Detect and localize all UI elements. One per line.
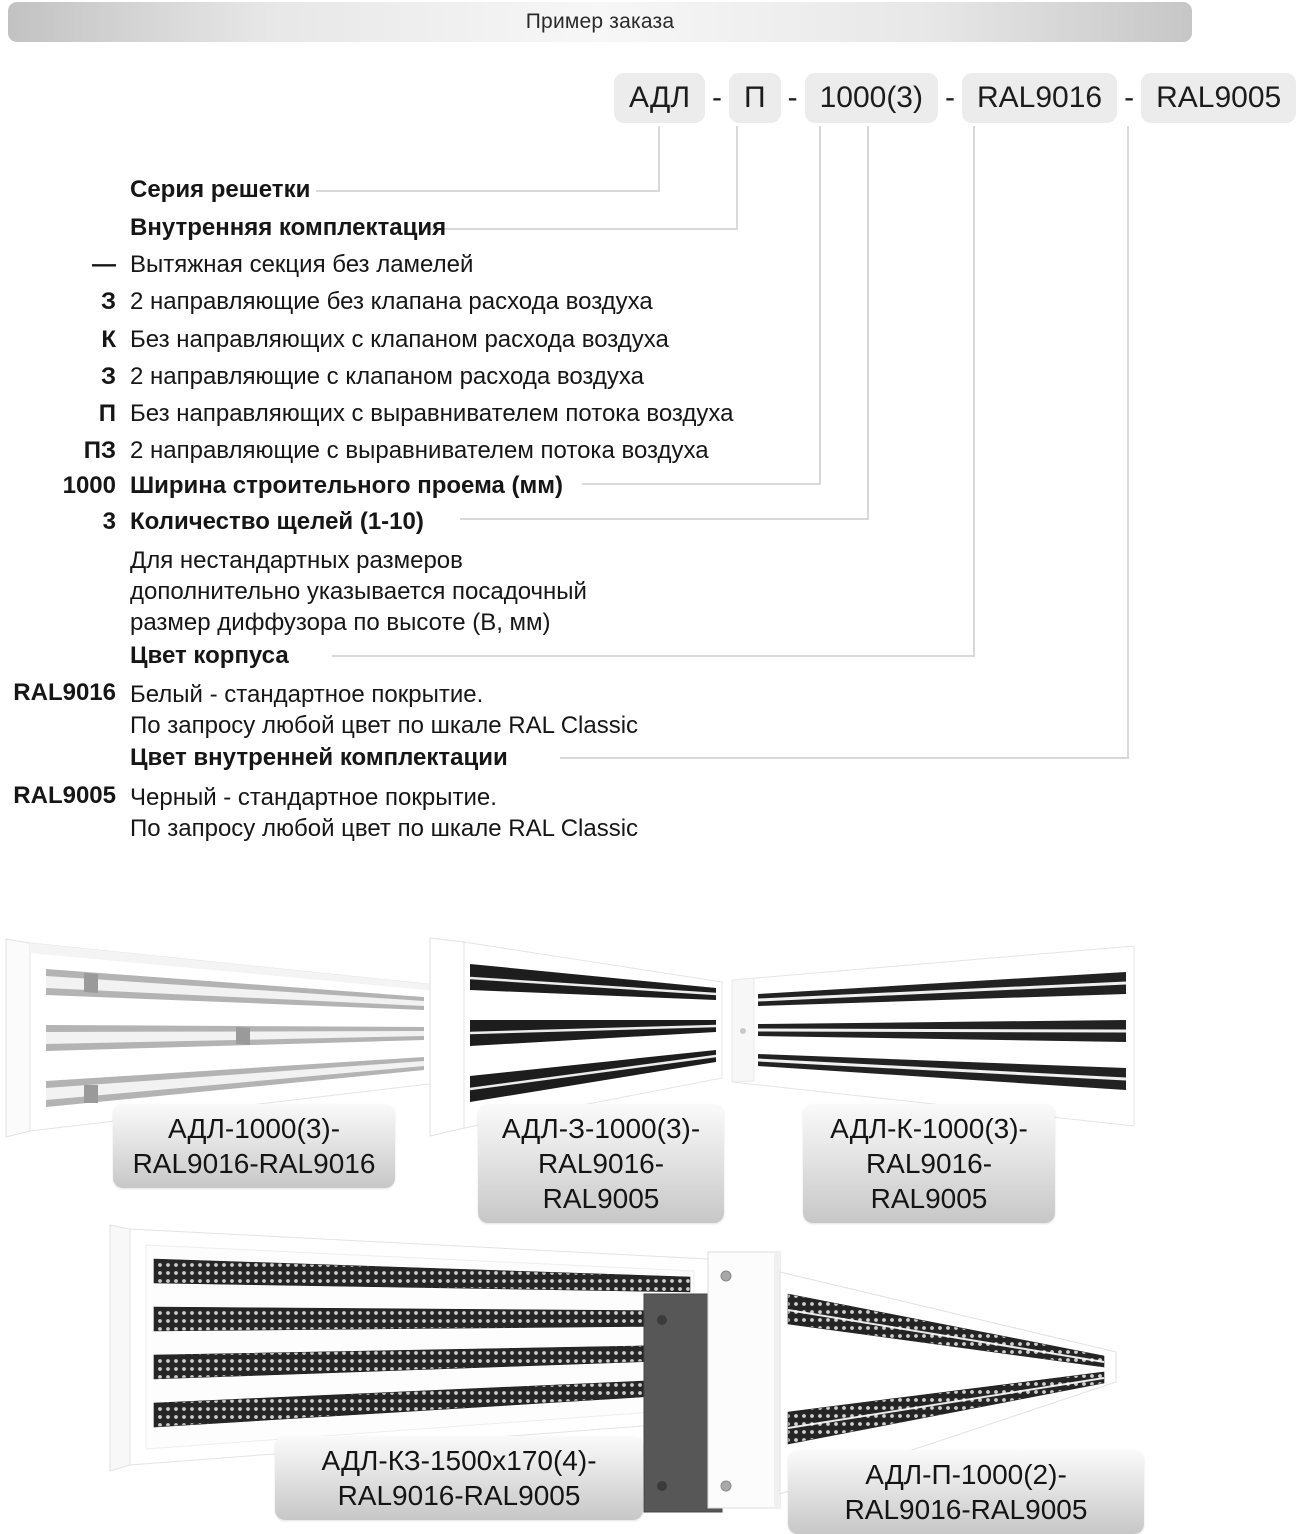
nonstandard-note: [130, 545, 587, 638]
option-row: [0, 327, 900, 353]
code-part-body-color: RAL9016: [962, 73, 1117, 123]
body-color-code: RAL9016: [13, 679, 116, 706]
desc-line: Белый - стандартное покрытие.: [130, 681, 484, 708]
note-line: Для нестандартных размеров: [130, 547, 463, 574]
product-label-adl-z-1000-3: [478, 1104, 724, 1223]
width-label: Ширина строительного проема (мм): [130, 472, 564, 499]
code-part-internal: П: [729, 73, 781, 123]
option-text: Вытяжная секция без ламелей: [130, 251, 474, 278]
body-color-label: Цвет корпуса: [130, 642, 289, 669]
width-code: 1000: [62, 472, 116, 499]
option-code: ПЗ: [83, 437, 116, 464]
body-color-desc: [130, 679, 638, 741]
product-label-adl-kz-1500x170-4: [275, 1436, 643, 1520]
internal-label: Внутренняя комплектация: [130, 214, 447, 241]
slots-code: 3: [102, 508, 116, 535]
option-row: [0, 289, 900, 315]
product-label-adl-p-1000-2: [788, 1450, 1144, 1534]
product-label-adl-k-1000-3: [803, 1104, 1055, 1223]
code-separator: -: [787, 81, 798, 114]
slots-row: [0, 509, 900, 535]
option-row: [0, 252, 900, 278]
order-code: [614, 73, 1296, 123]
width-row: [0, 473, 900, 499]
product-label-line: АДЛ-КЗ-1500х170(4)-: [321, 1445, 597, 1476]
series-label: Серия решетки: [130, 176, 311, 203]
option-code: —: [92, 251, 116, 278]
option-text: Без направляющих с клапаном расхода воздуха: [130, 326, 669, 353]
option-text: 2 направляющие без клапана расхода воздуха: [130, 288, 653, 315]
option-row: [0, 364, 900, 390]
code-separator: -: [1124, 81, 1135, 114]
product-label-line: АДЛ-1000(3)-: [167, 1113, 341, 1144]
code-separator: -: [712, 81, 723, 114]
option-text: 2 направляющие с клапаном расхода воздуха: [130, 363, 644, 390]
internal-color-row: [0, 745, 900, 771]
internal-color-desc: [130, 782, 638, 844]
desc-line: По запросу любой цвет по шкале RAL Classic: [130, 815, 639, 842]
internal-color-code: RAL9005: [13, 782, 116, 809]
product-label-adl-1000-3: [113, 1104, 395, 1188]
desc-line: Черный - стандартное покрытие.: [130, 784, 497, 811]
body-color-row: [0, 643, 900, 669]
product-label-line: RAL9016-RAL9005: [537, 1148, 665, 1214]
product-label-line: RAL9016-RAL9016: [132, 1148, 376, 1179]
legend-series-row: [0, 177, 900, 203]
slots-label: Количество щелей (1-10): [130, 508, 424, 535]
option-text: Без направляющих с выравнивателем потока воздуха: [130, 400, 734, 427]
option-text: 2 направляющие с выравнивателем потока воздуха: [130, 437, 709, 464]
page-title: Пример заказа: [525, 10, 675, 33]
note-line: дополнительно указывается посадочный: [130, 578, 587, 605]
product-label-line: АДЛ-П-1000(2)-: [865, 1459, 1067, 1490]
product-label-line: RAL9016-RAL9005: [844, 1494, 1088, 1525]
code-part-series: АДЛ: [614, 73, 705, 123]
product-label-line: АДЛ-К-1000(3)-: [830, 1113, 1028, 1144]
option-code: К: [101, 326, 116, 353]
option-code: З: [100, 363, 116, 390]
option-code: П: [98, 400, 116, 427]
product-label-line: АДЛ-З-1000(3)-: [501, 1113, 701, 1144]
desc-line: По запросу любой цвет по шкале RAL Classic: [130, 712, 639, 739]
legend-internal-row: [0, 215, 900, 241]
code-part-internal-color: RAL9005: [1141, 73, 1296, 123]
product-label-line: RAL9016-RAL9005: [865, 1148, 993, 1214]
option-row: [0, 401, 900, 427]
option-code: З: [100, 288, 116, 315]
internal-color-label: Цвет внутренней комплектации: [130, 744, 508, 771]
product-label-line: RAL9016-RAL9005: [337, 1480, 581, 1511]
note-line: размер диффузора по высоте (В, мм): [130, 609, 551, 636]
header-bar: [8, 2, 1192, 42]
option-row: [0, 438, 900, 464]
code-separator: -: [944, 81, 955, 114]
code-part-size: 1000(3): [805, 73, 938, 123]
